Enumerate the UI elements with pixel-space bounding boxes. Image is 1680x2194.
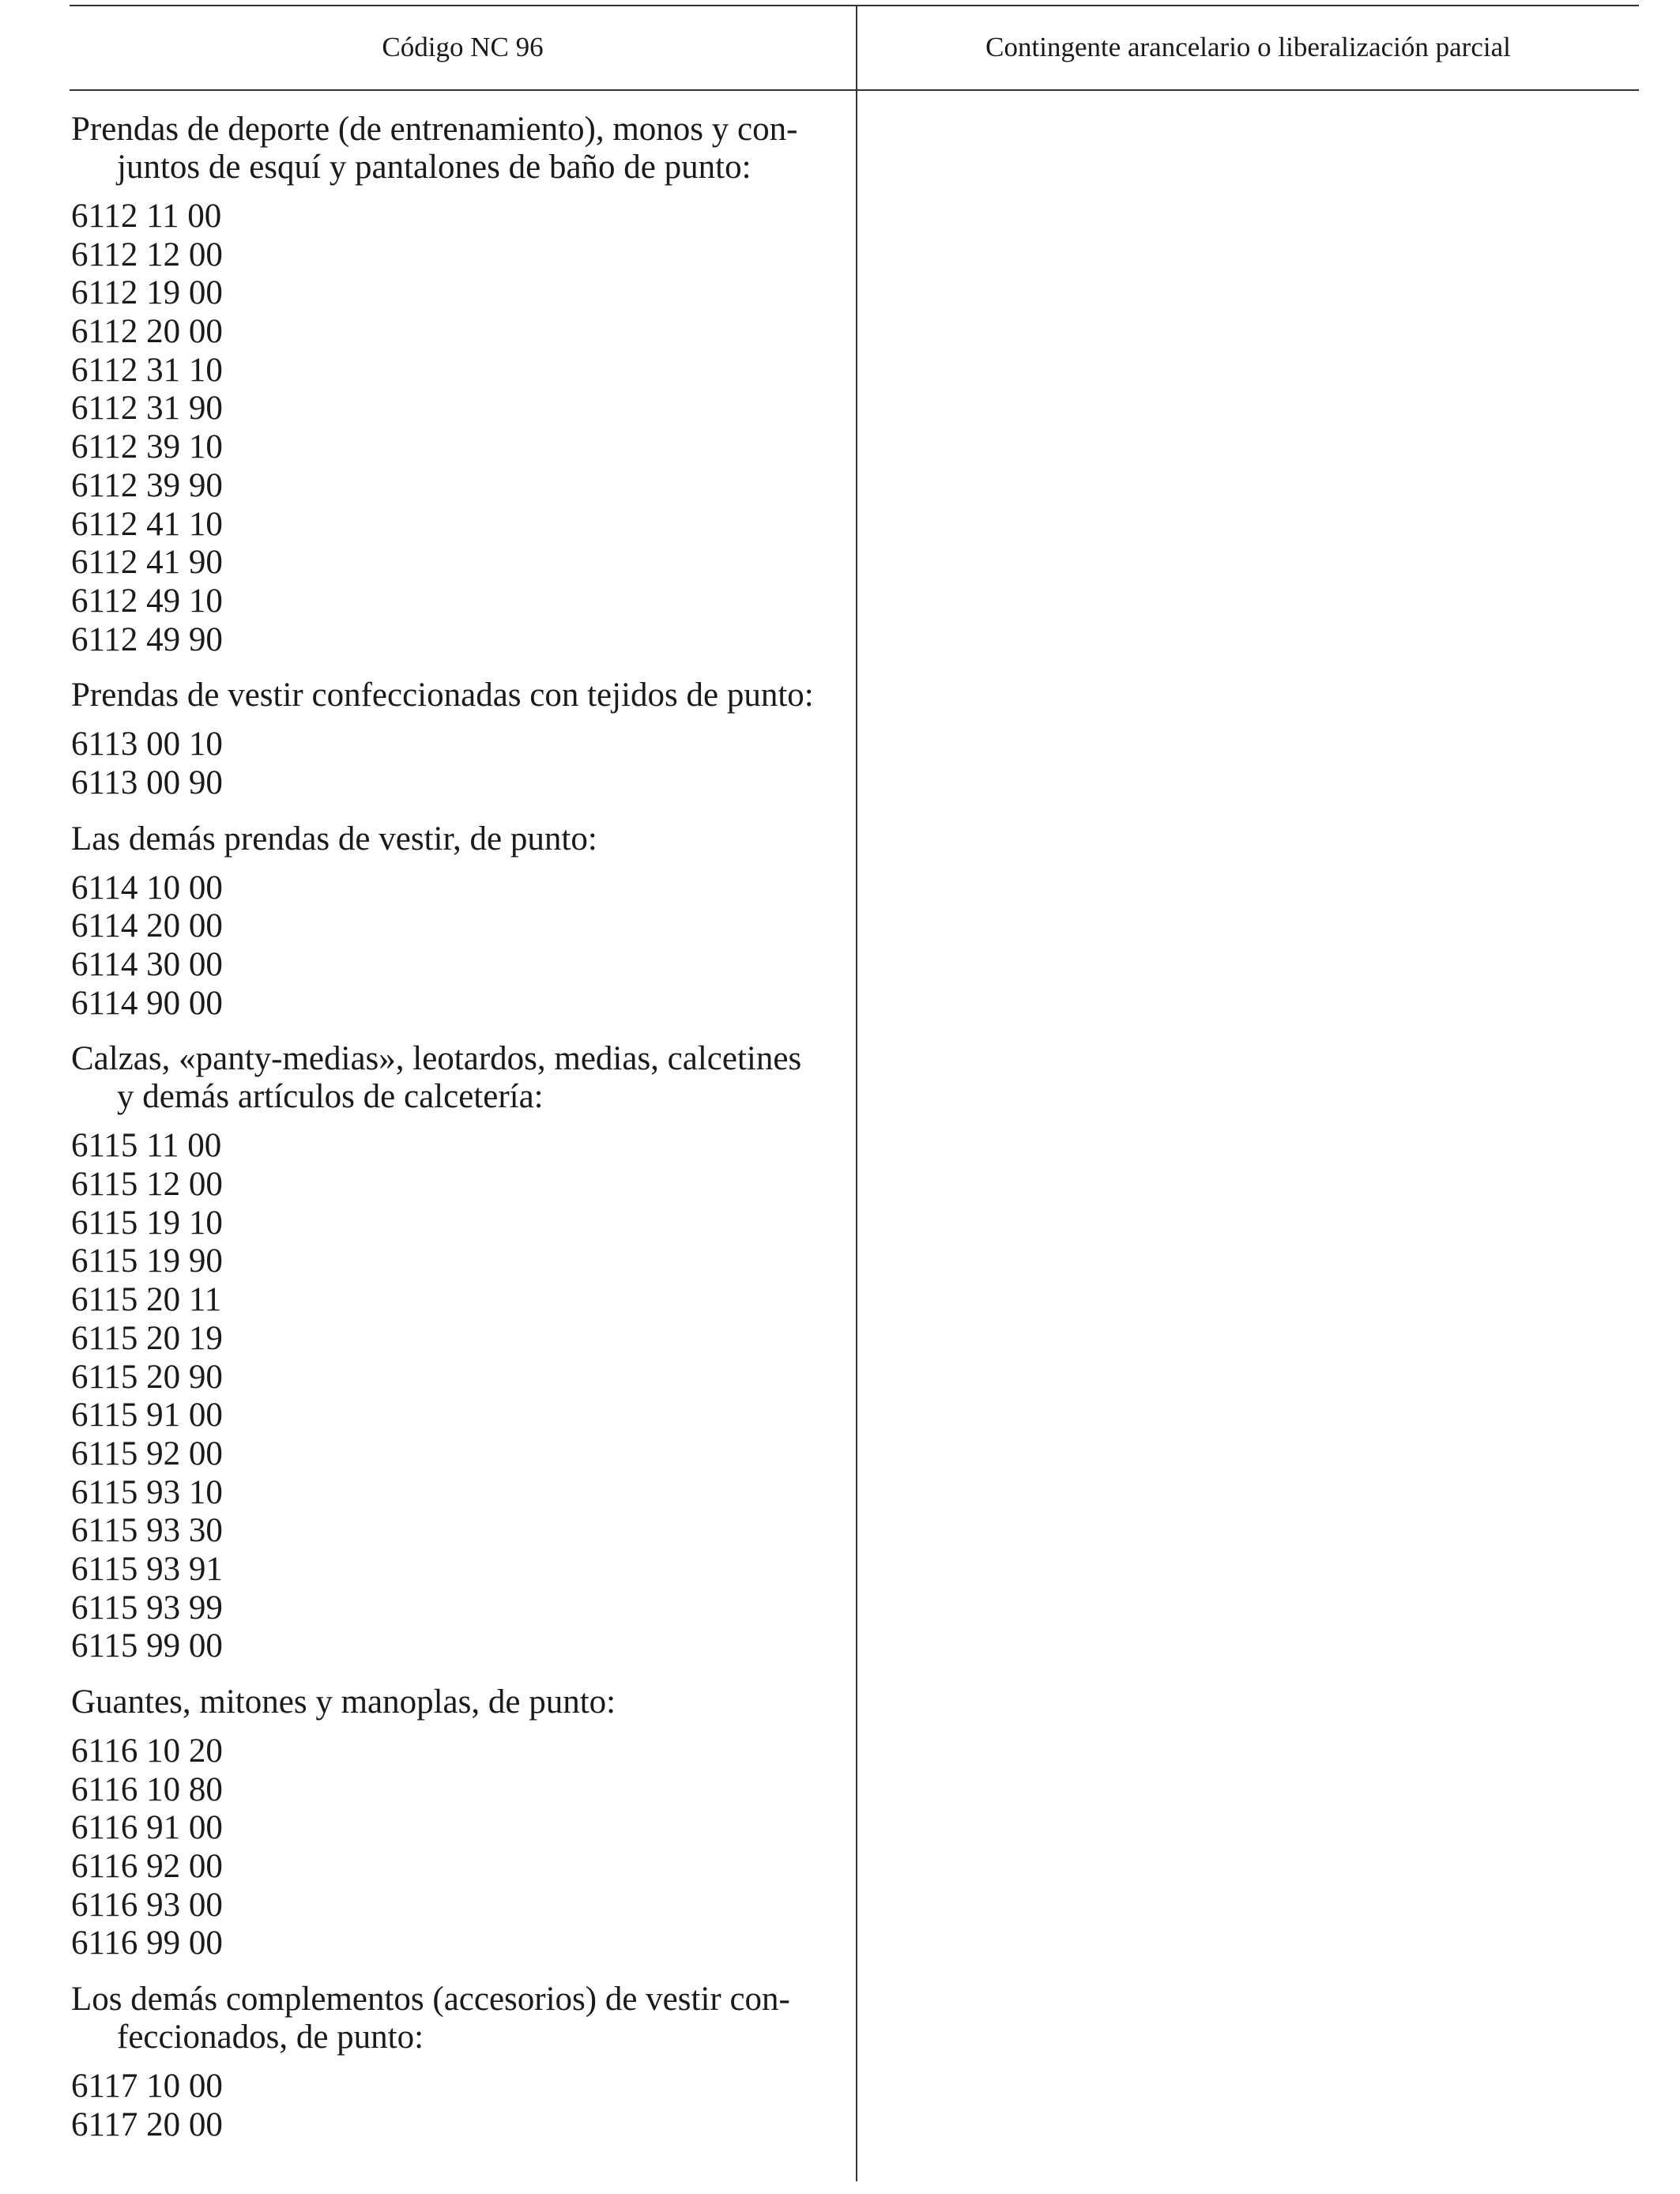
nc-code: 6114 20 00 [71, 907, 223, 945]
nc-code: 6112 31 90 [71, 390, 223, 428]
nc-code: 6113 00 10 [71, 726, 223, 763]
nc-code: 6115 20 11 [71, 1281, 222, 1319]
nc-code: 6112 39 10 [71, 428, 223, 466]
nc-code: 6115 19 90 [71, 1242, 223, 1280]
code-group [71, 1981, 834, 2144]
column-divider [856, 5, 857, 2181]
nc-code: 6115 93 10 [71, 1473, 223, 1511]
code-list [71, 1732, 834, 1963]
nc-code: 6116 91 00 [71, 1809, 223, 1847]
nc-code: 6115 93 99 [71, 1589, 223, 1627]
code-group [71, 820, 834, 1023]
nc-code: 6112 49 90 [71, 620, 223, 658]
header-codigo-nc: Código NC 96 [382, 32, 544, 62]
group-heading: Prendas de vestir confeccionadas con tejidos de punto: [71, 677, 814, 714]
nc-code: 6114 90 00 [71, 984, 223, 1022]
nc-code: 6112 11 00 [71, 198, 222, 235]
nc-code: 6116 92 00 [71, 1848, 223, 1886]
code-list [71, 1127, 834, 1666]
nc-code: 6112 39 90 [71, 466, 223, 504]
nc-code: 6115 91 00 [71, 1397, 223, 1434]
code-list [71, 869, 834, 1023]
nc-code: 6112 41 10 [71, 505, 223, 543]
nc-code: 6116 93 00 [71, 1886, 223, 1924]
code-group [71, 1040, 834, 1666]
header-contingente: Contingente arancelario o liberalización parcial [985, 32, 1511, 62]
nc-code: 6112 41 90 [71, 544, 223, 582]
nc-code: 6115 93 30 [71, 1512, 223, 1550]
nc-code: 6115 93 91 [71, 1550, 223, 1588]
nc-code: 6112 20 00 [71, 313, 223, 351]
nc-code: 6113 00 90 [71, 763, 223, 801]
nc-code: 6112 31 10 [71, 351, 223, 389]
group-heading: Prendas de deporte (de entrenamiento), monos y con- juntos de esquí y pantalones de baño de punto: [71, 111, 798, 186]
group-heading: Las demás prendas de vestir, de punto: [71, 820, 597, 858]
nc-code: 6114 10 00 [71, 869, 223, 907]
nc-code: 6115 11 00 [71, 1127, 222, 1165]
nc-code: 6117 10 00 [71, 2068, 223, 2105]
code-group [71, 677, 834, 802]
table-header-rule [70, 89, 1639, 91]
group-heading: Los demás complementos (accesorios) de vestir con- feccionados, de punto: [71, 1981, 790, 2056]
group-heading: Guantes, mitones y manoplas, de punto: [71, 1683, 616, 1721]
nc-code: 6115 20 90 [71, 1358, 223, 1396]
nc-code: 6112 49 10 [71, 582, 223, 620]
nc-code: 6116 99 00 [71, 1924, 223, 1962]
nc-code: 6115 19 10 [71, 1204, 223, 1242]
group-heading: Calzas, «panty-medias», leotardos, medias, calcetines y demás artículos de calcetería: [71, 1040, 802, 1116]
nc-code: 6115 20 19 [71, 1319, 223, 1357]
nc-code: 6115 99 00 [71, 1627, 223, 1665]
codes-column [71, 111, 834, 2145]
code-list [71, 198, 834, 659]
nc-code: 6116 10 20 [71, 1732, 223, 1770]
nc-code: 6115 12 00 [71, 1166, 223, 1204]
code-list [71, 2068, 834, 2144]
nc-code: 6112 19 00 [71, 274, 223, 312]
nc-code: 6115 92 00 [71, 1434, 223, 1472]
code-group [71, 1683, 834, 1963]
nc-code: 6116 10 80 [71, 1770, 223, 1808]
nc-code: 6114 30 00 [71, 946, 223, 983]
code-list [71, 726, 834, 802]
nc-code: 6117 20 00 [71, 2105, 223, 2143]
code-group [71, 111, 834, 659]
nc-code: 6112 12 00 [71, 236, 223, 273]
